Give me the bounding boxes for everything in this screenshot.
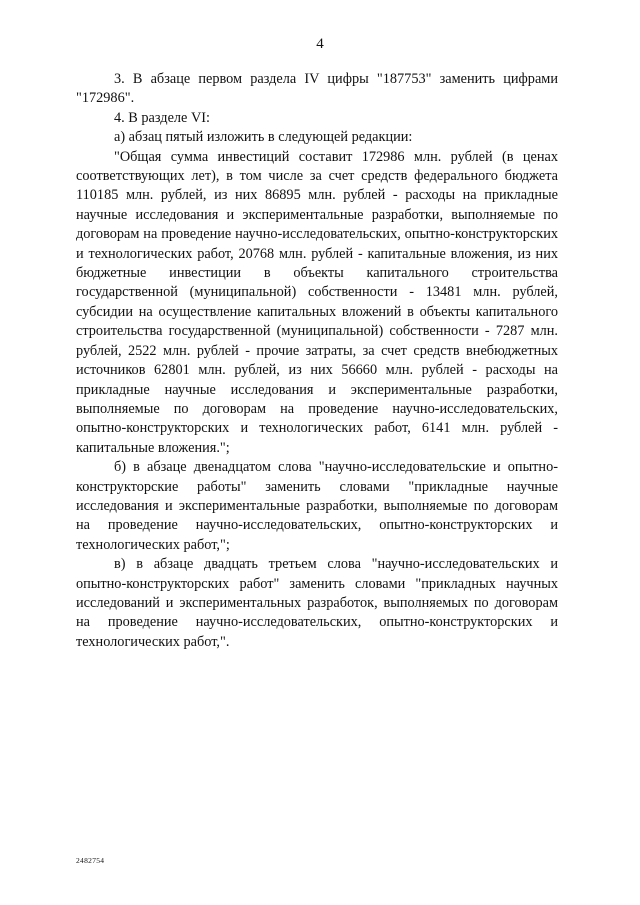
paragraph-subitem-b: б) в абзаце двенадцатом слова "научно-исследовательские и опытно-конструкторские работы" заменить словами "прикладные научные исследования и экспериментальные разработки, выполняемые по договорам на проведение научно-исследовательских, опытно-конструкторских и технологических работ,";	[76, 459, 558, 553]
paragraph-subitem-v: в) в абзаце двадцать третьем слова "научно-исследовательских и опытно-конструкторских работ" заменить словами "прикладных научных исследований и экспериментальных разработок, выполняемых по договорам на проведение научно-исследовательских, опытно-конструкторских и технологических работ,".	[76, 556, 558, 650]
document-id: 2482754	[76, 856, 105, 865]
document-body	[76, 70, 558, 652]
paragraph-item-3: 3. В абзаце первом раздела IV цифры "187753" заменить цифрами "172986".	[76, 71, 558, 107]
paragraph-quoted-text: "Общая сумма инвестиций составит 172986 млн. рублей (в ценах соответствующих лет), в том числе за счет средств федерального бюджета 110185 млн. рублей, из них 86895 млн. рублей - расходы на прикладные научные исследования и экспериментальные разработки, выполняемые по договорам на проведение научно-исследовательских, опытно-конструкторских и технологических работ, 20768 млн. рублей - капитальные вложения, из них бюджетные инвестиции в объекты капитального строительства государственной (муниципальной) собственности - 13481 млн. рублей, субсидии на осуществление капитальных вложений в объекты капитального строительства государственной (муниципальной) собственности - 7287 млн. рублей, 2522 млн. рублей - прочие затраты, за счет средств внебюджетных источников 62801 млн. рублей, из них 56660 млн. рублей - расходы на прикладные научные исследования и экспериментальные разработки, выполняемые по договорам на проведение научно-исследовательских, опытно-конструкторских и технологических работ, 6141 млн. рублей - капитальные вложения.";	[76, 148, 558, 456]
paragraph-subitem-a: а) абзац пятый изложить в следующей редакции:	[114, 129, 413, 146]
paragraph-item-4: 4. В разделе VI:	[114, 109, 211, 126]
page-number: 4	[316, 36, 324, 52]
